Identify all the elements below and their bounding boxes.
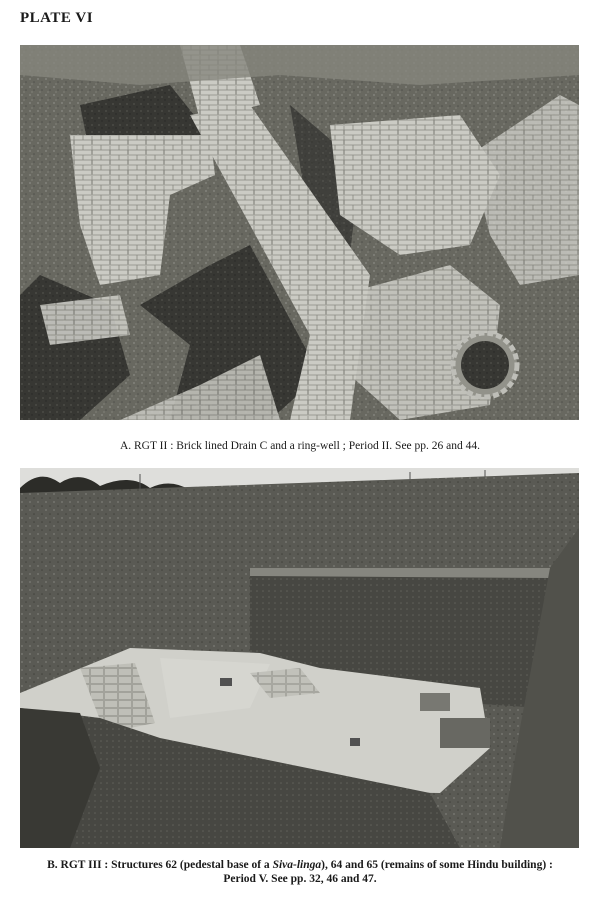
excavation-photo-a	[20, 45, 579, 420]
figure-a-caption-text: Brick lined Drain C and a ring-well ; Period II. See pp. 26 and 44.	[176, 440, 481, 452]
figure-b-caption-before: Structures 62 (pedestal base of a	[111, 859, 273, 871]
figure-b-site: RGT III :	[60, 859, 109, 871]
plate-title: PLATE VI	[20, 10, 94, 26]
figure-b-caption-after: ), 64 and 65 (remains of some Hindu building) : Period V. See pp. 32, 46 and 47.	[223, 859, 553, 885]
caption-figure-a	[30, 439, 570, 453]
figure-b-label: B.	[47, 859, 58, 871]
photo-drain-excavation	[20, 45, 579, 420]
figure-b-caption-italic: Siva-linga	[272, 859, 322, 871]
caption-figure-b	[30, 858, 570, 886]
figure-a-site: RGT II :	[134, 440, 174, 452]
excavation-photo-b	[20, 468, 579, 848]
photo-trench-structures	[20, 468, 579, 848]
figure-a-label: A.	[119, 440, 132, 452]
